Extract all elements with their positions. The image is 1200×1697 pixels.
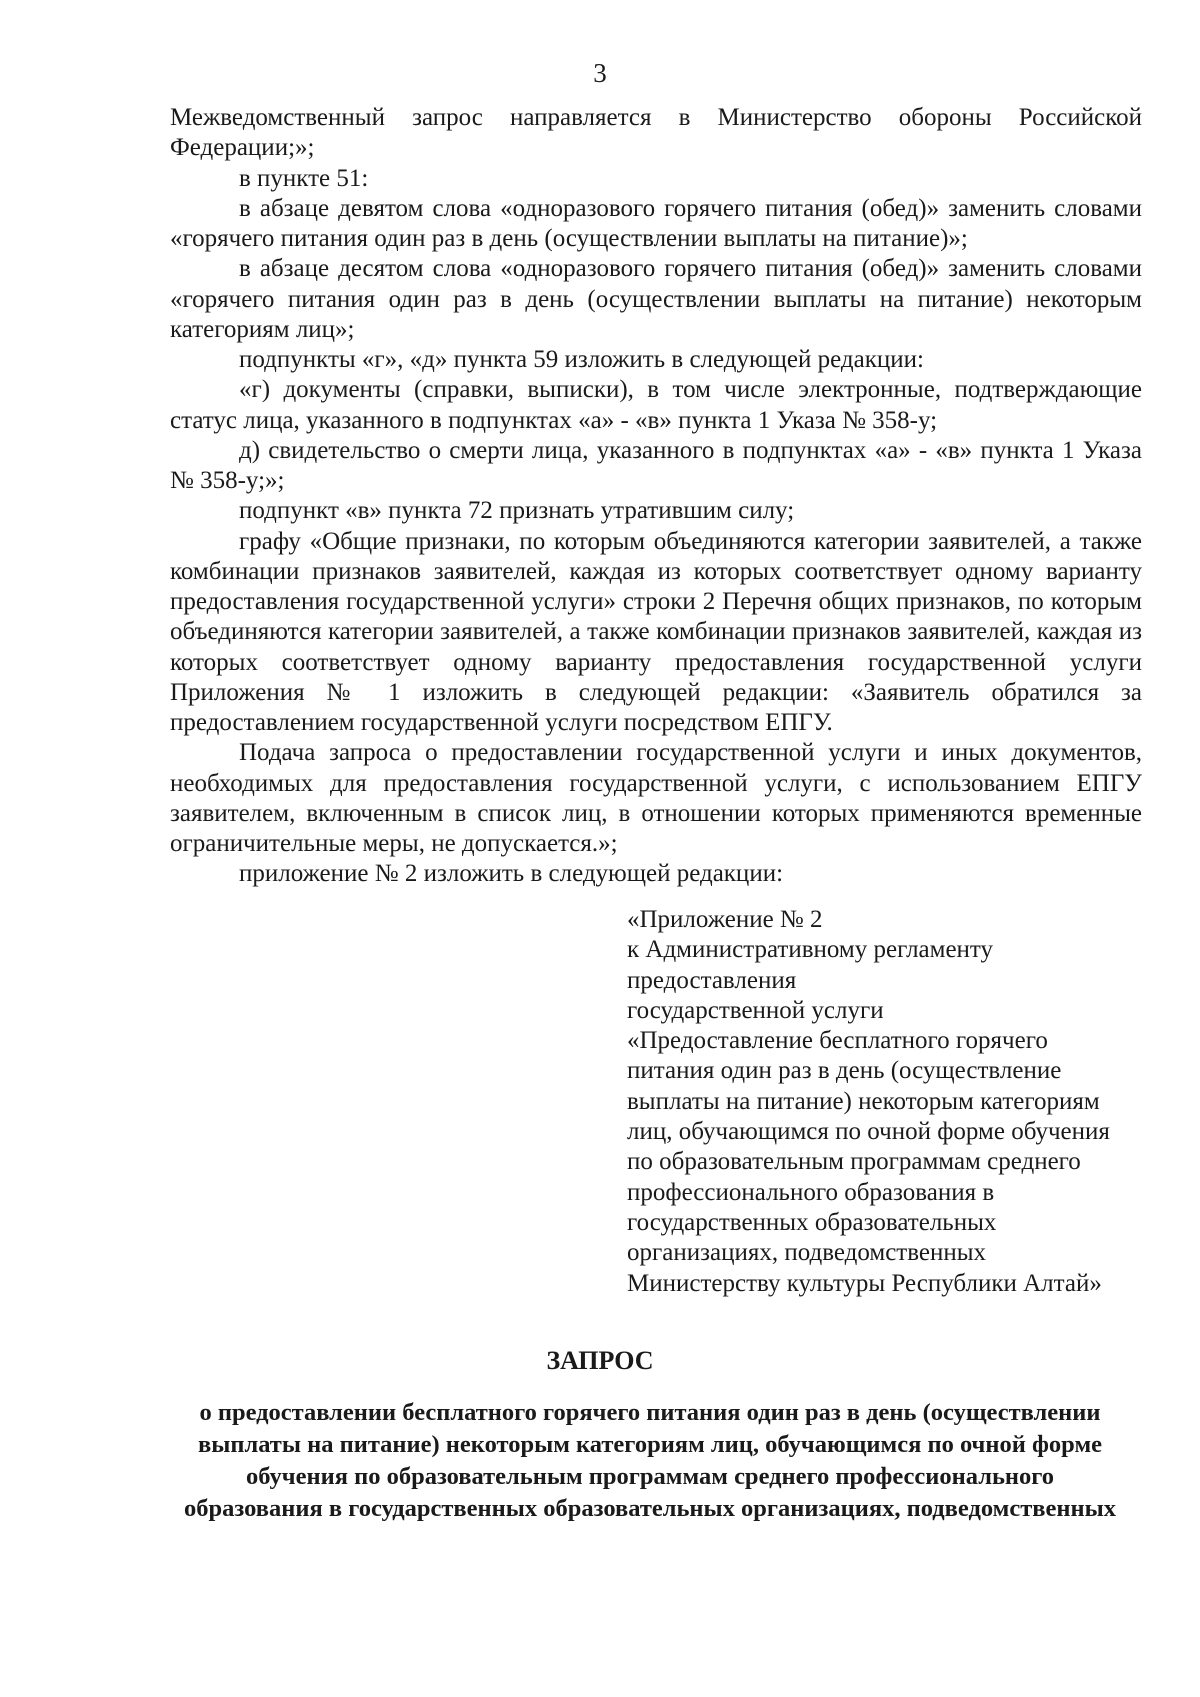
appendix-line: питания один раз в день (осуществление: [627, 1057, 1062, 1085]
request-subtitle-line: выплаты на питание) некоторым категориям лиц, обучающимся по очной форме: [197, 1431, 1103, 1458]
appendix-line: государственной услуги: [627, 996, 884, 1024]
appendix-line: по образовательным программам среднего: [627, 1148, 1081, 1176]
appendix-line: выплаты на питание) некоторым категориям: [627, 1087, 1100, 1115]
request-subtitle: [150, 1397, 1150, 1525]
paragraph: Межведомственный запрос направляется в Министерство обороны Российской Федерации;»;: [170, 104, 1142, 162]
appendix-line: государственных образовательных: [627, 1208, 997, 1236]
paragraph: в абзаце десятом слова «одноразового горячего питания (обед)» заменить словами «горячего питания один раз в день (осуществлении выплаты на питание) некоторым категориям лиц»;: [170, 255, 1142, 343]
appendix-line: организациях, подведомственных: [627, 1239, 987, 1267]
paragraph: д) свидетельство о смерти лица, указанного в подпунктах «а» - «в» пункта 1 Указа № 358-у;»;: [170, 436, 1142, 494]
paragraph: подпункты «г», «д» пункта 59 изложить в следующей редакции:: [239, 346, 924, 373]
request-subtitle-line: образования в государственных образовательных организациях, подведомственных: [184, 1495, 1116, 1522]
appendix-line: «Приложение № 2: [627, 906, 823, 933]
page-number: 3: [593, 58, 607, 88]
appendix-line: Министерству культуры Республики Алтай»: [627, 1269, 1102, 1297]
appendix-line: профессионального образования в: [627, 1178, 995, 1206]
paragraph: Подача запроса о предоставлении государственной услуги и иных документов, необходимых для предоставления государственной услуги, с использованием ЕПГУ заявителем, включенным в список лиц, в отношении которых применяются временные ограничительные меры, не допускается.»;: [170, 739, 1142, 857]
paragraph: подпункт «в» пункта 72 признать утратившим силу;: [239, 497, 795, 525]
appendix-line: предоставления: [627, 966, 797, 994]
body-text: [170, 103, 1142, 890]
paragraph: приложение № 2 изложить в следующей редакции:: [239, 860, 784, 888]
paragraph: «г) документы (справки, выписки), в том числе электронные, подтверждающие статус лица, указанного в подпунктах «а» - «в» пункта 1 Указа № 358-у;: [170, 376, 1142, 434]
appendix-line: лиц, обучающимся по очной форме обучения: [627, 1118, 1110, 1146]
appendix-header: [627, 905, 1137, 1299]
request-title: ЗАПРОС: [546, 1346, 654, 1375]
appendix-line: к Административному регламенту: [627, 936, 994, 964]
paragraph: графу «Общие признаки, по которым объединяются категории заявителей, а также комбинации признаков заявителей, каждая из которых соответствует одному варианту предоставления государственной услуги» строки 2 Перечня общих признаков, по которым объединяются категории заявителей, а также комбинации признаков заявителей, каждая из которых соответствует одному варианту предоставления государственной услуги Приложения № 1 изложить в следующей редакции: «Заявитель обратился за предоставлением государственной услуги посредством ЕПГУ.: [170, 527, 1142, 736]
appendix-line: «Предоставление бесплатного горячего: [627, 1027, 1048, 1055]
request-subtitle-line: обучения по образовательным программам среднего профессионального: [245, 1463, 1055, 1490]
paragraph: в пункте 51:: [239, 164, 369, 192]
paragraph: в абзаце девятом слова «одноразового горячего питания (обед)» заменить словами «горячего питания один раз в день (осуществлении выплаты на питание)»;: [170, 194, 1142, 252]
request-subtitle-line: о предоставлении бесплатного горячего питания один раз в день (осуществлении: [199, 1399, 1101, 1426]
